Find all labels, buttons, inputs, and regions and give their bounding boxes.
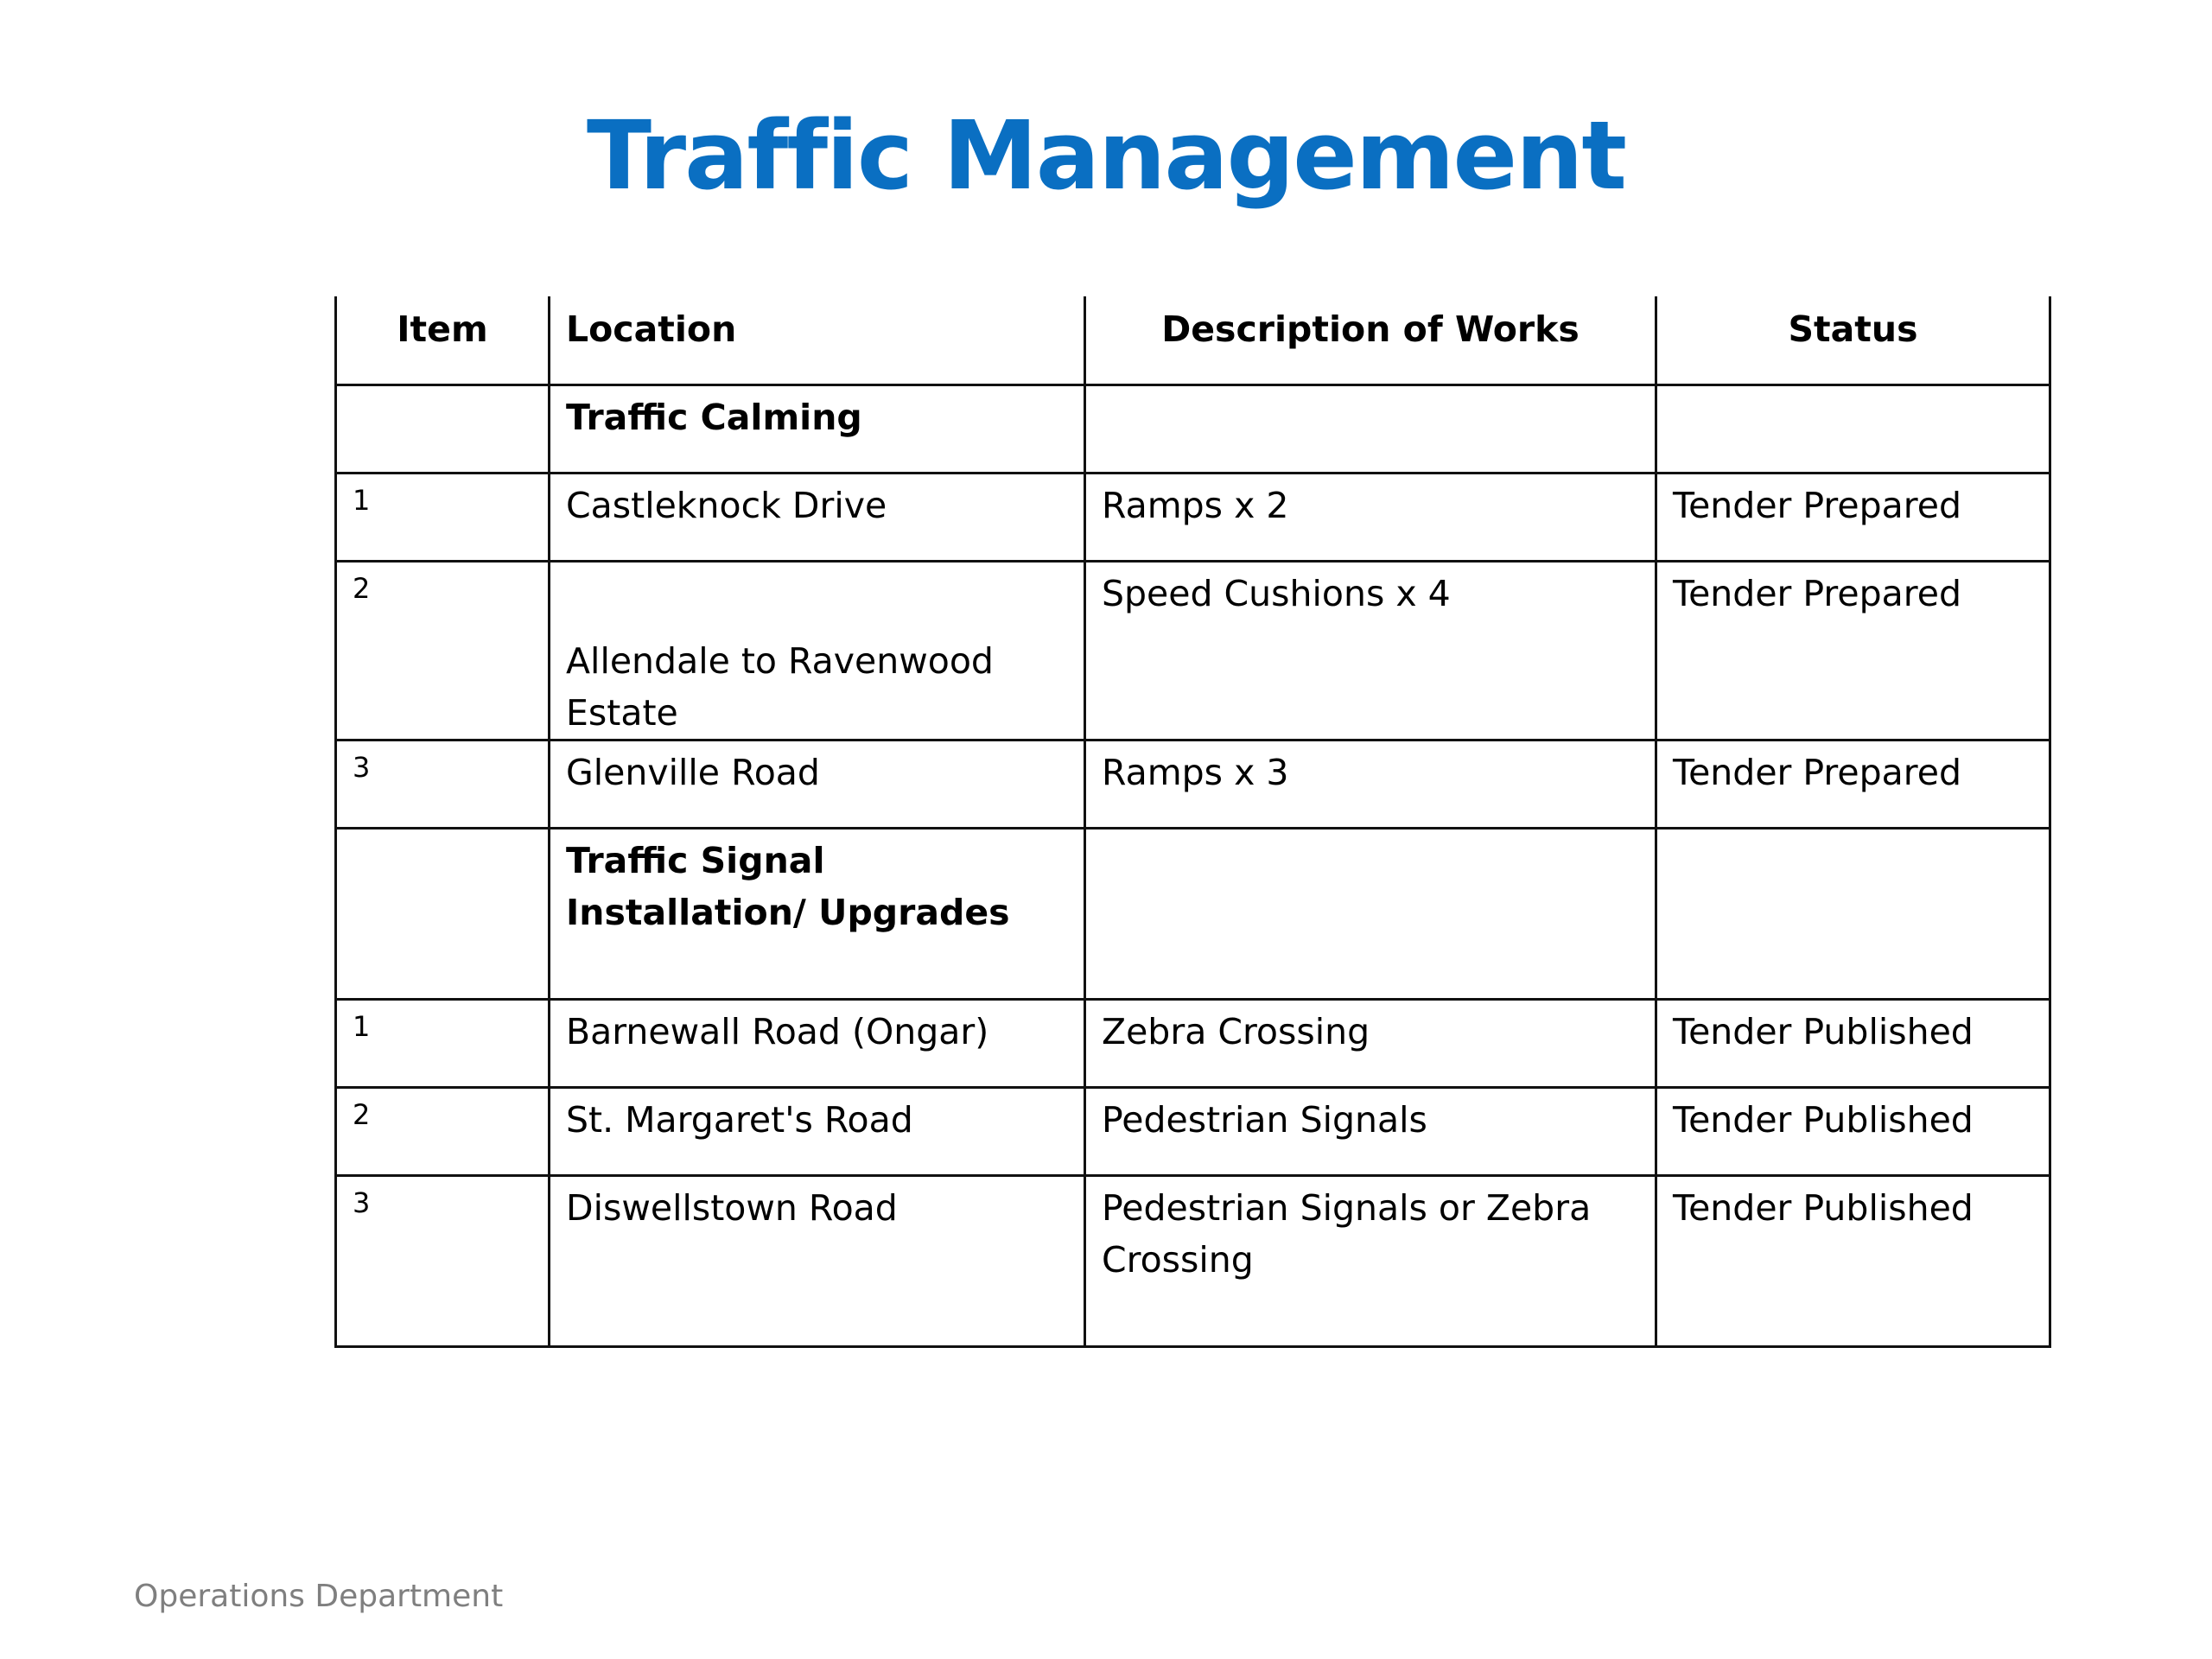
section-heading-row [336, 385, 2050, 473]
item-number: 2 [336, 1087, 550, 1175]
section-heading: Traffic Calming [550, 385, 1085, 473]
status-cell: Tender Prepared [1656, 473, 2050, 561]
table-row [336, 740, 2050, 828]
empty-cell [336, 828, 550, 999]
location-cell: Castleknock Drive [550, 473, 1085, 561]
description-cell: Pedestrian Signals [1085, 1087, 1656, 1175]
empty-cell [1085, 828, 1656, 999]
item-number: 2 [336, 561, 550, 740]
empty-cell [336, 385, 550, 473]
location-cell: St. Margaret's Road [550, 1087, 1085, 1175]
status-cell: Tender Prepared [1656, 740, 2050, 828]
table-row [336, 561, 2050, 740]
description-cell: Ramps x 3 [1085, 740, 1656, 828]
item-number: 3 [336, 1175, 550, 1346]
location-cell: Barnewall Road (Ongar) [550, 999, 1085, 1087]
description-cell: Pedestrian Signals or Zebra Crossing [1085, 1175, 1656, 1346]
empty-cell [1656, 828, 2050, 999]
description-cell: Speed Cushions x 4 [1085, 561, 1656, 740]
location-text: Allendale to Ravenwood Estate [566, 639, 994, 734]
status-cell: Tender Published [1656, 999, 2050, 1087]
item-number: 3 [336, 740, 550, 828]
table-header-row [336, 296, 2050, 385]
item-number: 1 [336, 473, 550, 561]
header-location: Location [550, 296, 1085, 385]
table-row [336, 473, 2050, 561]
item-number: 1 [336, 999, 550, 1087]
empty-cell [1656, 385, 2050, 473]
table-row [336, 1087, 2050, 1175]
header-description: Description of Works [1085, 296, 1656, 385]
header-status: Status [1656, 296, 2050, 385]
location-cell: Diswellstown Road [550, 1175, 1085, 1346]
table-row [336, 1175, 2050, 1346]
page-title: Traffic Management [586, 100, 1626, 211]
table-row [336, 999, 2050, 1087]
section-heading-row [336, 828, 2050, 999]
section-heading: Traffic Signal Installation/ Upgrades [550, 828, 1085, 999]
location-cell [550, 561, 1085, 740]
status-cell: Tender Prepared [1656, 561, 2050, 740]
works-table [334, 296, 2051, 1348]
location-cell: Glenville Road [550, 740, 1085, 828]
empty-cell [1085, 385, 1656, 473]
status-cell: Tender Published [1656, 1175, 2050, 1346]
description-cell: Ramps x 2 [1085, 473, 1656, 561]
description-cell: Zebra Crossing [1085, 999, 1656, 1087]
status-cell: Tender Published [1656, 1087, 2050, 1175]
header-item: Item [336, 296, 550, 385]
footer-department: Operations Department [134, 1579, 504, 1614]
